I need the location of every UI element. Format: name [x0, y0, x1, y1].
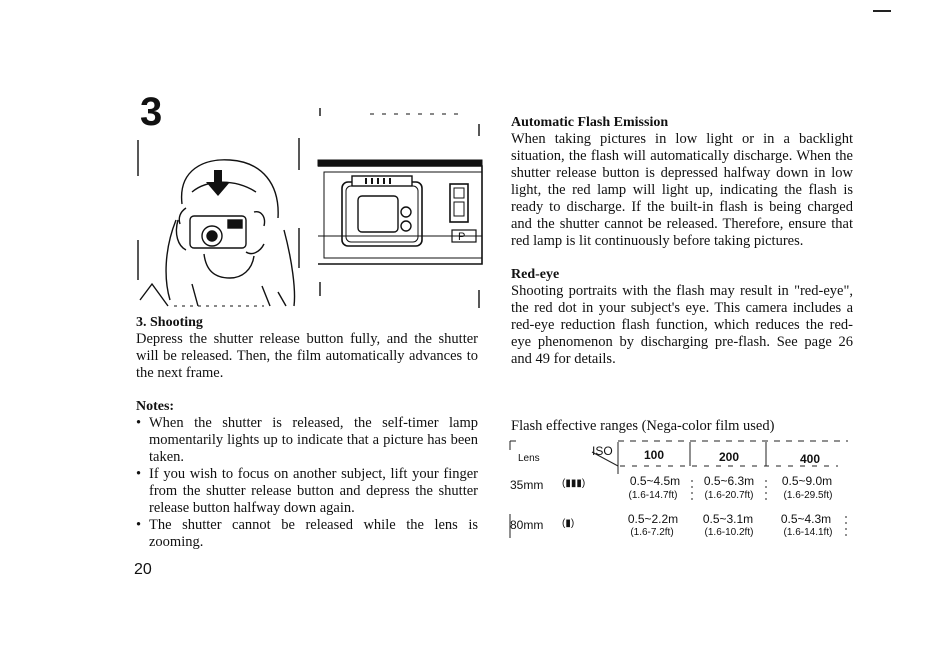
row-35mm-iso200-ft: (1.6-20.7ft): [704, 490, 754, 501]
iso-header: ISO: [592, 444, 613, 458]
lens-header: Lens: [518, 453, 540, 464]
notes-list: [136, 415, 478, 551]
row-80mm-iso400-ft: (1.6-14.1ft): [783, 527, 833, 538]
list-item: • If you wish to focus on another subject, lift your finger from the shutter release button and depress the shutter release button halfway down again.: [136, 466, 478, 516]
row-35mm-iso100-ft: (1.6-14.7ft): [628, 490, 678, 501]
row-80mm-lens: 80mm: [510, 518, 544, 532]
list-item: • When the shutter is released, the self-timer lamp momentarily lights up to indicate that a picture has been taken.: [136, 415, 478, 465]
row-80mm-iso400-m: 0.5~4.3m: [780, 512, 832, 526]
right-column: [511, 114, 853, 368]
iso-400-header: 400: [799, 452, 821, 466]
red-eye-heading: Red-eye: [511, 267, 560, 282]
row-80mm-iso100-m: 0.5~2.2m: [627, 512, 679, 526]
row-80mm-iso100-ft: (1.6-7.2ft): [630, 527, 674, 538]
flash-range-table: [508, 438, 853, 543]
flash-table-caption: Flash effective ranges (Nega-color film used): [511, 418, 775, 434]
row-35mm-iso400-ft: (1.6-29.5ft): [783, 490, 833, 501]
iso-100-header: 100: [643, 448, 665, 462]
section-number: 3: [140, 90, 163, 134]
row-80mm-marks: (▮): [562, 518, 575, 529]
row-35mm-iso400-m: 0.5~9.0m: [781, 474, 833, 488]
red-eye-body: Shooting portraits with the flash may result in "red-eye", the red dot in your subject's eye. This camera includes a red-eye reduction flash function, which reduces the red-eye phenomenon by discharging pre-flash. See page 26 and 49 for details.: [511, 283, 853, 367]
bullet: •: [136, 517, 142, 533]
program-mark: P: [458, 231, 466, 243]
row-35mm-marks: (▮▮▮): [562, 478, 586, 489]
row-35mm-iso100-m: 0.5~4.5m: [629, 474, 681, 488]
row-80mm-iso200-ft: (1.6-10.2ft): [704, 527, 754, 538]
left-column: [136, 314, 478, 551]
notes-heading: Notes:: [136, 399, 175, 414]
shooting-body: Depress the shutter release button fully, and the shutter will be released. Then, the film automatically advances to the next frame.: [136, 331, 478, 381]
list-item: • The shutter cannot be released while the lens is zooming.: [136, 517, 478, 550]
corner-mark: [873, 10, 891, 12]
shooting-heading: 3. Shooting: [136, 315, 203, 330]
bullet: •: [136, 466, 142, 482]
row-35mm-lens: 35mm: [510, 478, 544, 492]
auto-flash-body: When taking pictures in low light or in a backlight situation, the flash will automatically discharge. When the shutter release button is depressed halfway down in low light, the red lamp will light up, indicating the flash is ready to discharge. If the built-in flash is being charged and the shutter cannot be released. Therefore, ensure that red lamp is lit continuously before taking pictures.: [511, 131, 853, 249]
row-80mm-iso200-m: 0.5~3.1m: [702, 512, 754, 526]
bullet: •: [136, 415, 142, 431]
page-number: 20: [134, 561, 152, 578]
iso-200-header: 200: [718, 450, 740, 464]
row-35mm-iso200-m: 0.5~6.3m: [703, 474, 755, 488]
shooting-illustration: [134, 100, 484, 312]
auto-flash-heading: Automatic Flash Emission: [511, 115, 669, 130]
